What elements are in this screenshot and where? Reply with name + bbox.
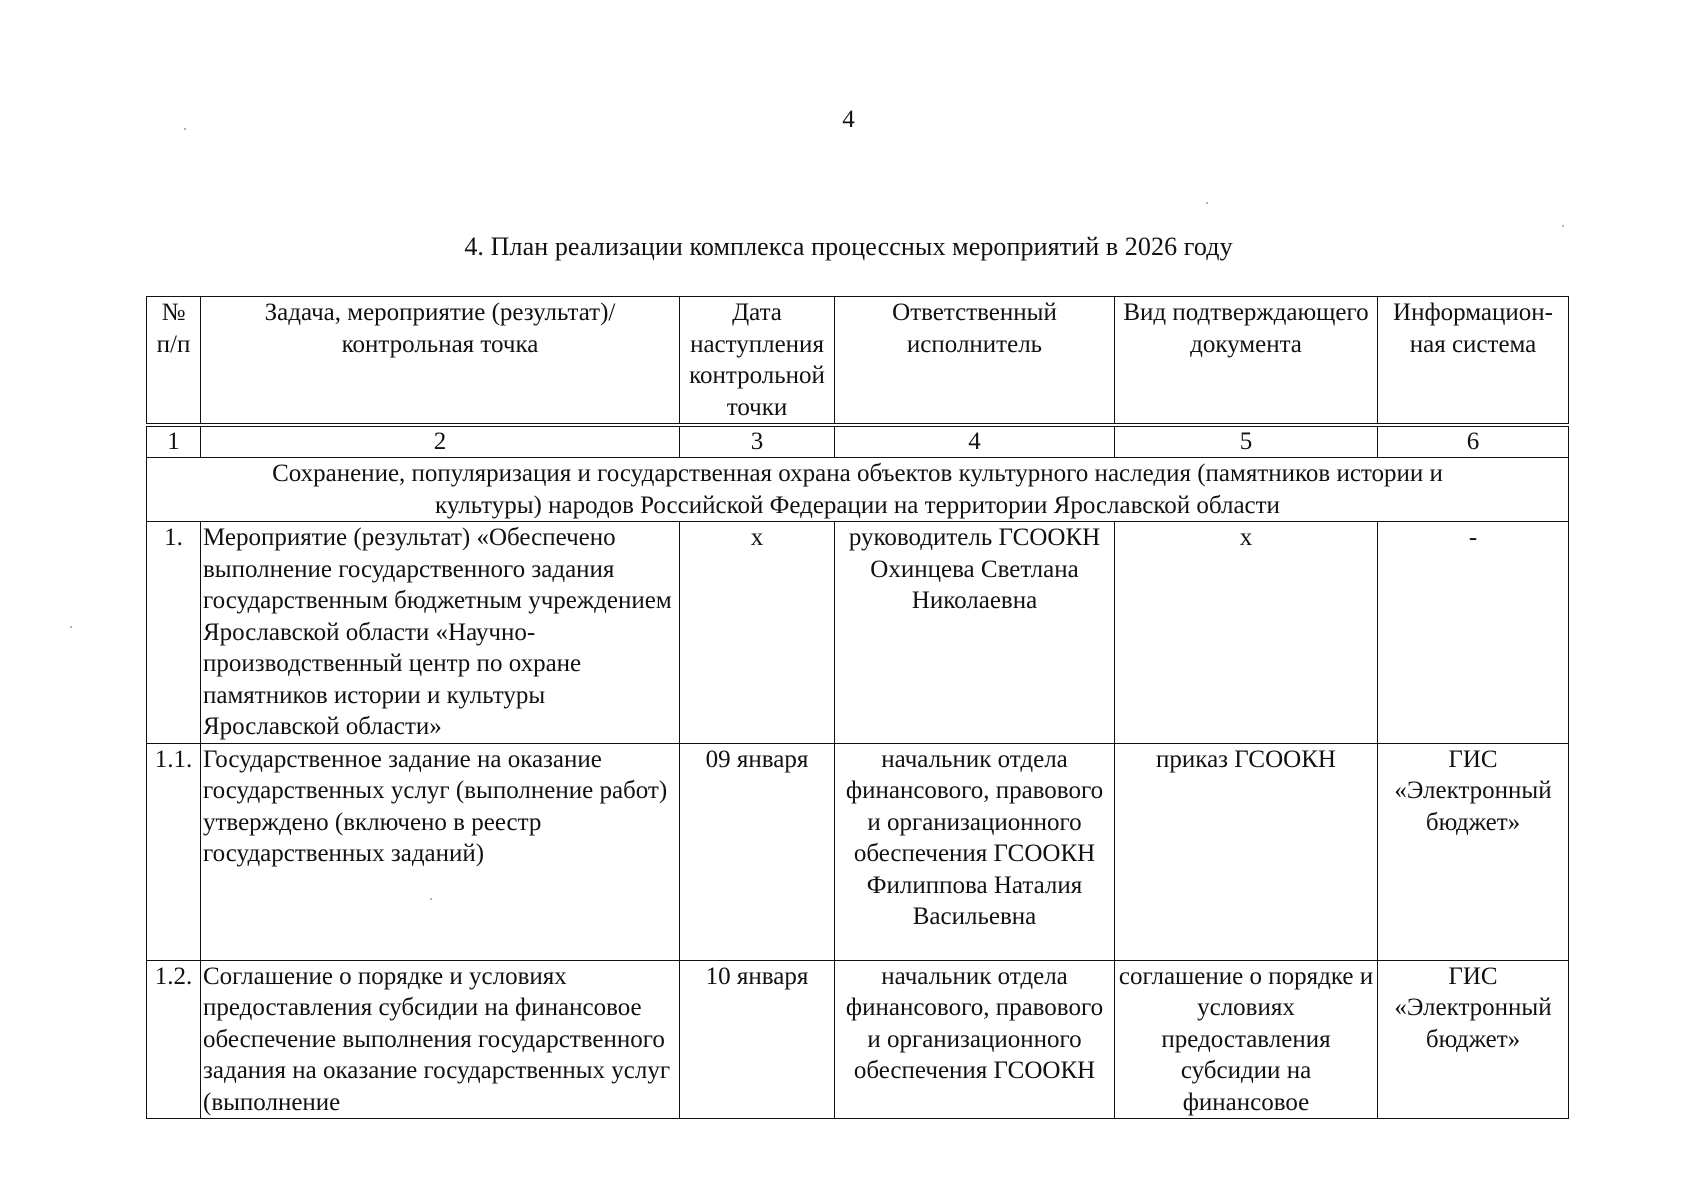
header-system: Информацион-ная система [1378,297,1569,426]
scan-speck [1206,202,1208,204]
table-row [147,960,1569,1119]
column-number: 2 [201,425,680,458]
row-date: 09 января [680,743,835,960]
row-responsible: начальник отдела финансового, правового и организационного обеспечения ГСООКН [835,960,1115,1119]
header-task: Задача, мероприятие (результат)/ контрольная точка [201,297,680,426]
row-number: 1.2. [147,960,201,1119]
header-date: Дата наступления контрольной точки [680,297,835,426]
row-document: соглашение о порядке и условиях предоставления субсидии на финансовое [1115,960,1378,1119]
header-responsible: Ответственный исполнитель [835,297,1115,426]
row-number: 1.1. [147,743,201,960]
column-number: 4 [835,425,1115,458]
column-number: 1 [147,425,201,458]
page-number: 4 [842,106,855,133]
table-row [147,522,1569,744]
section-row [147,458,1569,522]
row-task: Государственное задание на оказание государственных услуг (выполнение работ) утверждено (включено в реестр государственных заданий) [201,743,680,960]
row-task: Мероприятие (результат) «Обеспечено выполнение государственного задания государственным бюджетным учреждением Ярославской области «Научно-производственный центр по охране памятников истории и культуры Ярославской области» [201,522,680,744]
row-system: - [1378,522,1569,744]
column-number: 5 [1115,425,1378,458]
section-title: Сохранение, популяризация и государственная охрана объектов культурного наследия (памятников истории и культуры) народов Российской Федерации на территории Ярославской области [147,458,1569,522]
page-title: 4. План реализации комплекса процессных мероприятий в 2026 году [464,232,1233,261]
scan-speck [1562,225,1564,227]
header-document: Вид подтверждающего документа [1115,297,1378,426]
table-header-row [147,297,1569,426]
row-system: ГИС «Электронный бюджет» [1378,960,1569,1119]
scan-speck [430,898,432,900]
table-row [147,743,1569,960]
row-system: ГИС «Электронный бюджет» [1378,743,1569,960]
row-date: х [680,522,835,744]
row-document: х [1115,522,1378,744]
row-responsible: начальник отдела финансового, правового и организационного обеспечения ГСООКН Филиппова Наталия Васильевна [835,743,1115,960]
scan-speck [70,626,72,628]
header-num: № п/п [147,297,201,426]
scan-speck [184,128,186,130]
column-number-row [147,425,1569,458]
row-date: 10 января [680,960,835,1119]
row-document: приказ ГСООКН [1115,743,1378,960]
column-number: 3 [680,425,835,458]
row-task: Соглашение о порядке и условиях предоставления субсидии на финансовое обеспечение выполнения государственного задания на оказание государственных услуг (выполнение [201,960,680,1119]
plan-table [146,296,1569,1119]
column-number: 6 [1378,425,1569,458]
row-responsible: руководитель ГСООКН Охинцева Светлана Николаевна [835,522,1115,744]
row-number: 1. [147,522,201,744]
